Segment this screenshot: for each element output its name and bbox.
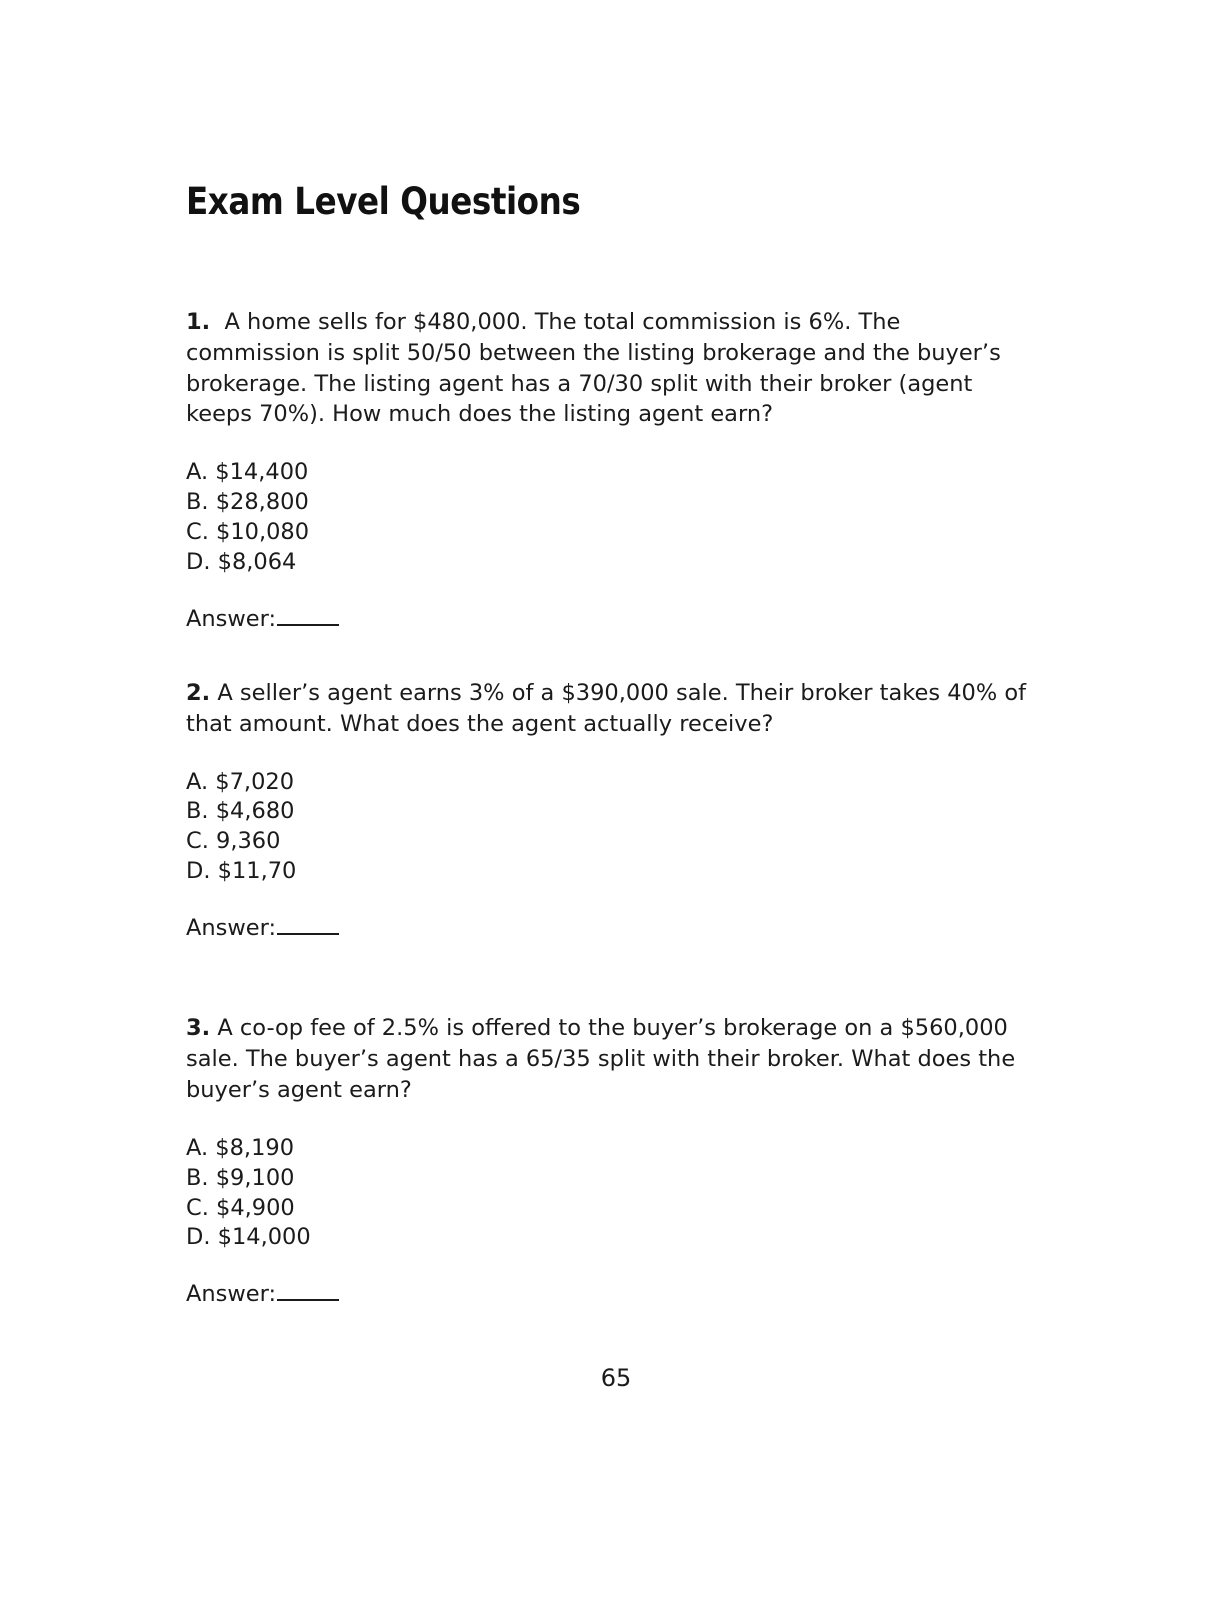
answer-label: Answer: <box>186 605 277 632</box>
answer-line <box>186 915 1036 941</box>
question-block <box>186 1013 1036 1307</box>
choice-c[interactable]: C. 9,360 <box>186 828 281 855</box>
answer-blank[interactable] <box>277 918 339 935</box>
choice-d[interactable]: D. $11,70 <box>186 858 297 885</box>
choice-list <box>186 768 1036 888</box>
choice-list <box>186 458 1036 578</box>
choice-d[interactable]: D. $14,000 <box>186 1224 311 1251</box>
choice-a[interactable]: A. $8,190 <box>186 1134 295 1161</box>
answer-line <box>186 606 1036 632</box>
choice-d[interactable]: D. $8,064 <box>186 549 297 576</box>
question-body: A seller’s agent earns 3% of a $390,000 sale. Their broker takes 40% of that amount. What does the agent actually receive? <box>186 679 1027 737</box>
question-block <box>186 307 1036 632</box>
choice-a[interactable]: A. $7,020 <box>186 768 295 795</box>
choice-a[interactable]: A. $14,400 <box>186 459 309 486</box>
question-text <box>186 1013 1036 1105</box>
question-body: A home sells for $480,000. The total commission is 6%. The commission is split 50/50 between the listing brokerage and the buyer’s brokerage. The listing agent has a 70/30 split with their broker (agent keeps 70%). How much does the listing agent earn? <box>186 309 1001 428</box>
question-number: 1. <box>186 309 211 335</box>
choice-list <box>186 1134 1036 1254</box>
question-block <box>186 678 1036 941</box>
question-number: 2. <box>186 679 211 706</box>
choice-b[interactable]: B. $28,800 <box>186 489 309 516</box>
answer-label: Answer: <box>186 1281 277 1308</box>
answer-blank[interactable] <box>277 609 339 626</box>
choice-c[interactable]: C. $10,080 <box>186 519 310 546</box>
question-text <box>186 678 1036 740</box>
answer-label: Answer: <box>186 915 277 942</box>
choice-b[interactable]: B. $9,100 <box>186 1164 295 1191</box>
page-number: 65 <box>600 1364 632 1392</box>
choice-b[interactable]: B. $4,680 <box>186 798 295 825</box>
question-number: 3. <box>186 1015 211 1042</box>
choice-c[interactable]: C. $4,900 <box>186 1194 295 1221</box>
page-title: Exam Level Questions <box>186 180 581 223</box>
question-text <box>186 307 1036 430</box>
question-body: A co-op fee of 2.5% is offered to the buyer’s brokerage on a $560,000 sale. The buyer’s agent has a 65/35 split with their broker. What does the buyer’s agent earn? <box>186 1015 1016 1103</box>
answer-blank[interactable] <box>277 1284 339 1301</box>
section-spacer <box>186 987 1036 1013</box>
answer-line <box>186 1281 1036 1307</box>
page-content <box>186 180 1036 1353</box>
